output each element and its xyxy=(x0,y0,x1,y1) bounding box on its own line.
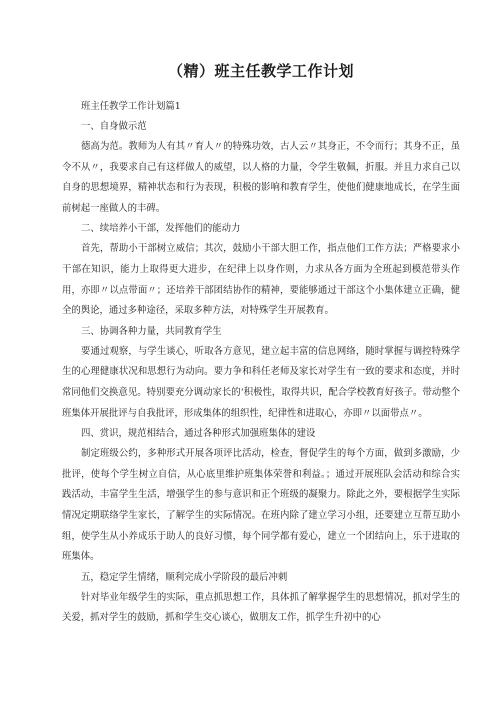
section-paragraph-1: 德高为范。教师为人有其〃育人〃的特殊功效，古人云〃其身正，不令而行；其身不正，虽令不从〃，我要求自己有这样做人的威望，以人格的力量，令学生敬佩，折服。并且力求自己以自身的思想境界，精神状态和行为表现，积极的影响和教育学生，使他们健康地成长，在学生面前树起一座做人的丰碑。 xyxy=(62,141,460,214)
section-heading-3: 三、协调各种力量，共同教育学生 xyxy=(81,325,222,337)
document-title: （精）班主任教学工作计划 xyxy=(167,62,354,80)
section-paragraph-4: 制定班级公约，多种形式开展各项评比活动，检查，督促学生的每个方面，做到多激励，少批评，使每个学生树立自信，从心底里维护班集体荣誉和利益。；通过开展班队会活动和综合实践活动，丰富学生生活，增强学生的参与意识和正个班级的凝聚力。除此之外，要根据学生实际情况定期联络学生家长，了解学生的实际情况。在班内除了建立学习小组，还要建立互帮互助小组，使学生从小养成乐于助人的良好习惯，每个同学都有爱心，建立一个团结向上，乐于进取的班集体。 xyxy=(62,448,460,563)
document-subtitle: 班主任教学工作计划篇1 xyxy=(81,101,181,112)
section-heading-2: 二、续培养小干部，发挥他们的能动力 xyxy=(81,223,241,235)
section-heading-1: 一、自身做示范 xyxy=(81,121,147,132)
section-heading-5: 五，稳定学生情绪，顺利完成小学阶段的最后冲刺 xyxy=(81,571,288,583)
section-heading-4: 四、赏识，规范相结合，通过各种形式加强班集体的建设 xyxy=(81,428,316,440)
section-paragraph-2: 首先，帮助小干部树立威信；其次，鼓励小干部大胆工作，指点他们工作方法；严格要求小干部在知识，能力上取得更大进步，在纪律上以身作则，力求从各方面为全班起到模范带头作用，亦即〃以点带面〃；还培养干部团结协作的精神，要能够通过干部这个小集体建立正确，健全的舆论，通过多种途径，采取多种方法，对特殊学生开展教育。 xyxy=(62,243,460,317)
section-paragraph-3: 要通过观察，与学生谈心，听取各方意见，建立起丰富的信息网络，随时掌握与调控特殊学生的心理健康状况和思想行为动向。要力争和科任老师及家长对学生有一致的要求和态度，并时常同他们交换意见。特别要充分调动家长的‘积极性，取得共识，配合学校教育好孩子。带动整个班集体开展批评与自我批评，形成集体的组织性，纪律性和进取心，亦即〃以面带点〃。 xyxy=(62,345,460,419)
section-paragraph-5: 针对毕业年级学生的实际，重点抓思想工作，具体抓了解掌握学生的思想情况，抓对学生的关爱，抓对学生的鼓励，抓和学生交心谈心，做朋友工作，抓学生升初中的心 xyxy=(62,591,460,624)
